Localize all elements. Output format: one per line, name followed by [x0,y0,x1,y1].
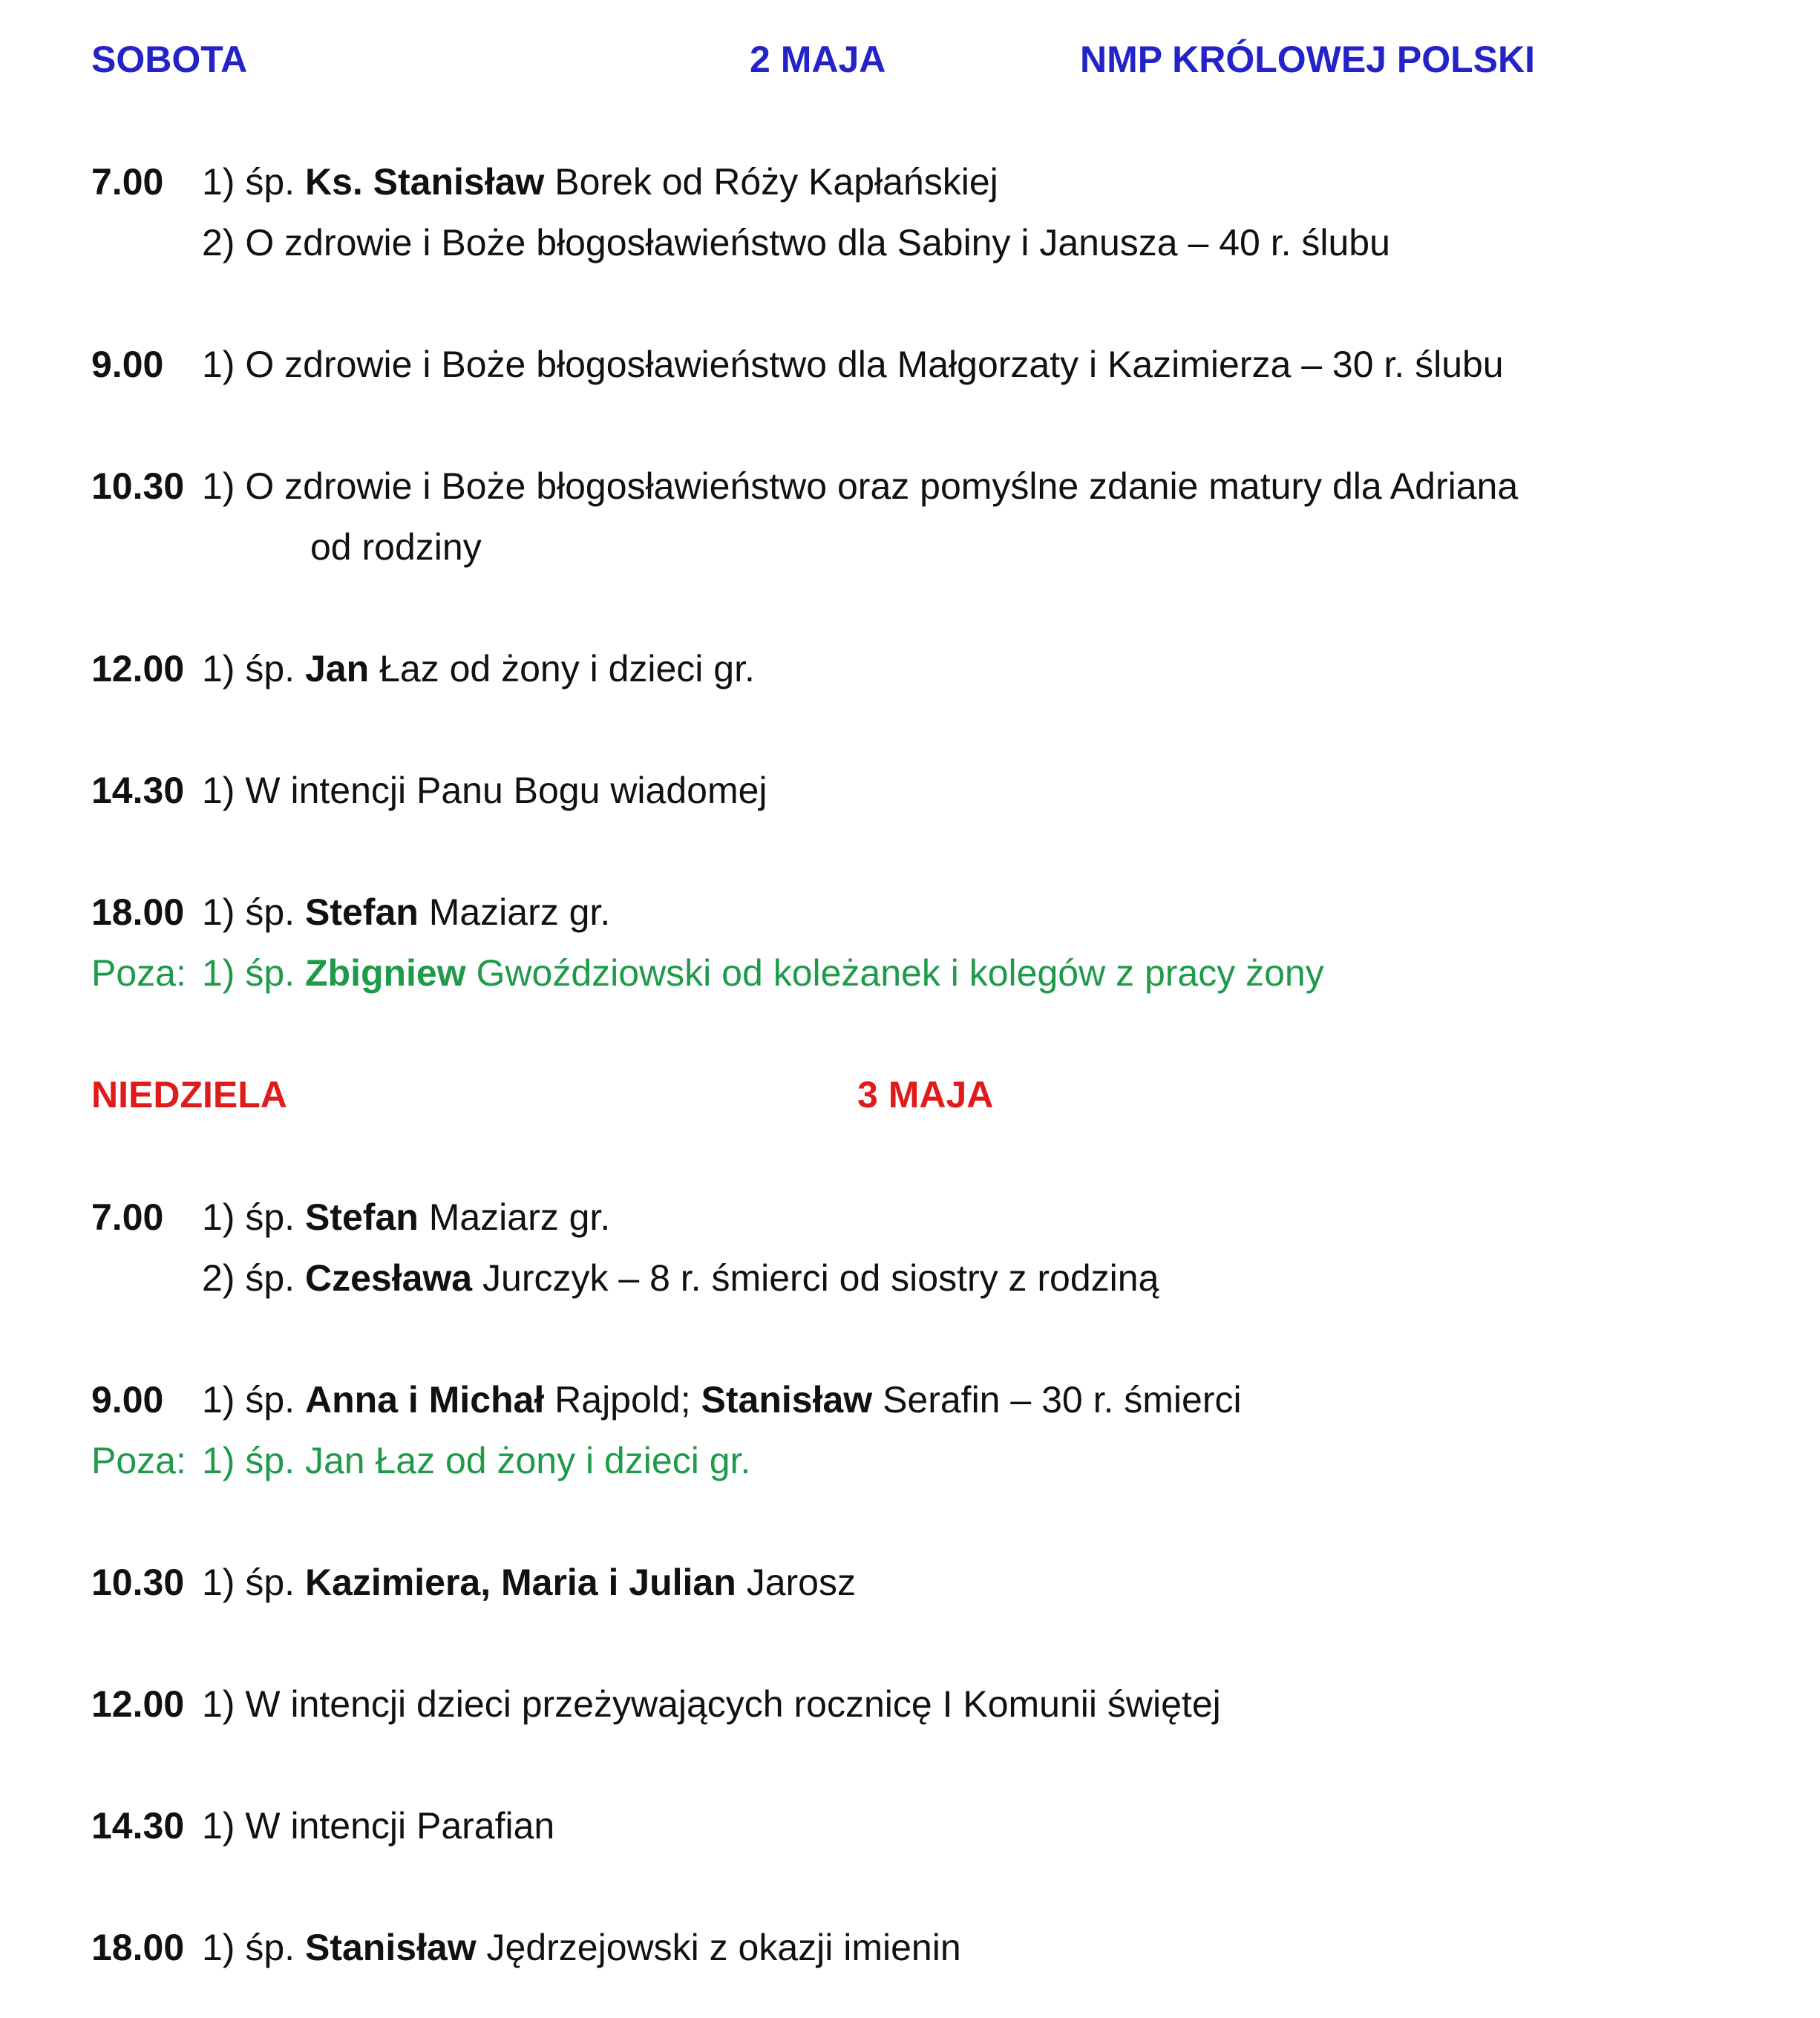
mass-time: 14.30 [91,1805,185,1847]
mass-time: 7.00 [91,161,164,203]
day2-mass-900-intention-1 [202,1377,1242,1422]
intention-text: Jędrzejowski z okazji imienin [486,1927,961,1968]
intention-prefix: śp. [245,1379,295,1421]
day2-mass-1800 [91,1925,184,1970]
intention-text: W intencji Parafian [245,1805,555,1847]
day2-mass-700-intention-1 [202,1195,610,1239]
mass-time: 9.00 [91,1379,164,1421]
day2-mass-1030-intention-1 [202,1560,856,1605]
day1-date: 2 MAJA [750,39,886,80]
day2-mass-700-intention-2 [202,1256,1159,1300]
intention-prefix: śp. [245,1562,295,1603]
intention-text: W intencji dzieci przeżywających rocznicę I Komunii świętej [245,1683,1221,1725]
intention-name: Anna i Michał [304,1379,545,1421]
intention-name: Stanisław [304,1927,477,1968]
intention-number: 1) [202,1562,235,1603]
intention-number: 1) [202,1927,235,1968]
mass-time: 7.00 [91,1196,164,1238]
intention-prefix: śp. [245,1196,295,1238]
intention-number: 1) [202,1379,235,1421]
day2-mass-1030 [91,1560,184,1605]
intention-number: 1) [202,891,235,933]
intention-prefix: śp. [245,952,295,994]
intention-text: Rajpold; [554,1379,691,1421]
day1-mass-1200-intention-1 [202,646,755,691]
mass-time: 10.30 [91,1562,185,1603]
day1-mass-700-intention-2 [202,220,1390,265]
intention-name: Czesława [304,1257,473,1299]
day2-mass-1430 [91,1804,184,1848]
intention-name: Kazimiera, Maria i Julian [304,1562,736,1603]
mass-time: 12.00 [91,648,185,689]
day2-mass-1800-intention-1 [202,1925,961,1970]
mass-time: 18.00 [91,1927,185,1968]
mass-time: 18.00 [91,891,185,933]
day2-mass-1430-intention-1 [202,1804,554,1848]
intention-name: Stefan [304,891,419,933]
intention-name: Zbigniew [304,952,466,994]
intention-number: 1) [202,465,235,507]
intention-text: W intencji Panu Bogu wiadomej [245,770,767,811]
intention-number: 1) [202,1683,235,1725]
day1-name: SOBOTA [91,39,248,80]
intention-name: Ks. Stanisław [304,161,545,203]
intention-name: Jan [304,648,370,689]
intention-number: 1) [202,770,235,811]
intention-text: Maziarz gr. [428,1196,611,1238]
intention-text: Maziarz gr. [428,891,611,933]
intention-prefix: śp. [245,1927,295,1968]
intention-prefix: śp. [245,1257,295,1299]
intention-text: O zdrowie i Boże błogosławieństwo dla Małgorzaty i Kazimierza – 30 r. ślubu [245,344,1504,385]
day1-mass-1430-intention-1 [202,768,767,813]
intention-prefix: śp. [245,891,295,933]
day1-mass-1800-intention-1 [202,890,610,934]
day1-mass-1030 [91,464,184,508]
intention-text: Jarosz [746,1562,856,1603]
intention-prefix: śp. [245,648,295,689]
mass-time: 12.00 [91,1683,185,1725]
intention-text: O zdrowie i Boże błogosławieństwo dla Sabiny i Janusza – 40 r. ślubu [245,222,1390,263]
intention-text: Jurczyk – 8 r. śmierci od siostry z rodziną [482,1257,1159,1299]
intention-number: 1) [202,952,235,994]
day1-poza-intention [202,951,1324,995]
day1-poza-label: Poza: [91,952,186,994]
intention-number: 1) [202,344,235,385]
day1-mass-1800 [91,890,184,934]
intention-text: Gwoździowski od koleżanek i kolegów z pracy żony [476,952,1324,994]
day2-mass-900 [91,1377,163,1422]
intention-text: śp. Jan Łaz od żony i dzieci gr. [245,1440,751,1481]
day1-mass-900-intention-1 [202,342,1504,387]
day2-name: NIEDZIELA [91,1074,287,1116]
intention-number: 2) [202,1257,235,1299]
intention-number: 1) [202,1805,235,1847]
intention-text: Borek od Róży Kapłańskiej [554,161,998,203]
intention-text: O zdrowie i Boże błogosławieństwo oraz pomyślne zdanie matury dla Adriana [245,465,1519,507]
intention-number: 1) [202,1196,235,1238]
day2-mass-1200 [91,1682,184,1726]
intention-text: Łaz od żony i dzieci gr. [379,648,755,689]
day2-mass-700 [91,1195,163,1239]
day2-poza-label: Poza: [91,1440,186,1481]
mass-time: 10.30 [91,465,185,507]
day1-mass-1030-intention-1-continued: od rodziny [310,526,482,568]
day1-mass-700-intention-1 [202,160,998,204]
day1-mass-700 [91,160,163,204]
intention-number: 1) [202,648,235,689]
intention-number: 1) [202,1440,235,1481]
intention-prefix: śp. [245,161,295,203]
day2-date: 3 MAJA [857,1074,994,1116]
day1-mass-1030-intention-1 [202,464,1518,508]
day1-mass-1200 [91,646,184,691]
intention-number: 2) [202,222,235,263]
mass-time: 9.00 [91,344,164,385]
intention-text-2: Serafin – 30 r. śmierci [883,1379,1242,1421]
day2-poza-intention [202,1438,750,1483]
day1-feast: NMP KRÓLOWEJ POLSKI [1080,39,1536,80]
intention-name: Stefan [304,1196,419,1238]
day1-mass-1430 [91,768,184,813]
mass-time: 14.30 [91,770,185,811]
day1-mass-900 [91,342,163,387]
intention-number: 1) [202,161,235,203]
intention-name-2: Stanisław [701,1379,873,1421]
day2-mass-1200-intention-1 [202,1682,1221,1726]
